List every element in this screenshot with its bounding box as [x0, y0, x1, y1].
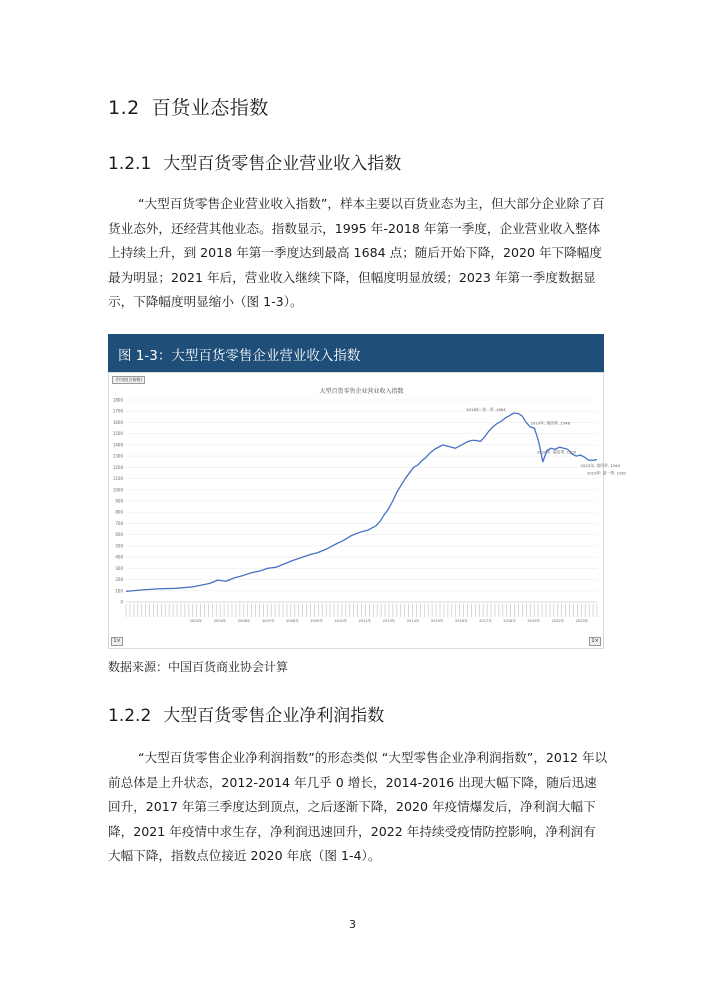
paragraph-2 — [108, 746, 608, 869]
paragraph-1-text: “大型百货零售企业营业收入指数”，样本主要以百货业态为主，但大部分企业除了百货业态外，还经营其他业态。指数显示，1995 年-2018 年第一季度，企业营业收入整体上持续上升，到 2018 年第一季度达到最高 1684 点；随后开始下降，2020 年下降幅度最为明显；2021 年后，营业收入继续下降，但幅度明显放缓；2023 年第一季度数据显示，下降幅度明显缩小（图 1-3）。 — [108, 196, 605, 309]
figure-caption: 图 1-3：大型百货零售企业营业收入指数 — [118, 348, 361, 364]
chart-title: 大型百货零售企业营业收入指数 — [319, 388, 404, 395]
x-tick-label: 2023年 — [575, 619, 589, 623]
y-tick-label: 600 — [115, 532, 123, 538]
y-tick-label: 1100 — [112, 476, 123, 482]
x-tick-label: 2008年 — [286, 619, 299, 623]
paragraph-1 — [108, 192, 608, 315]
x-tick-label: 2010年 — [334, 619, 348, 623]
y-tick-label: 1700 — [112, 408, 123, 414]
data-annotation: 2022年: 第四季, 1264 — [580, 463, 620, 469]
chart-unit-tag: 月均值(点指数) — [112, 376, 145, 384]
x-tick-label: 2004年 — [213, 619, 227, 623]
y-tick-label: 700 — [115, 520, 123, 526]
page-number: 3 — [349, 918, 356, 931]
y-tick-label: 1800 — [112, 397, 123, 403]
x-tick-label: 2011年 — [358, 619, 372, 623]
paragraph-2-text: “大型百货零售企业净利润指数”的形态类似 “大型零售企业净利润指数”，2012 年以前总体是上升状态，2012-2014 年几乎 0 增长，2014-2016 出现大幅下降，随后迅速回升，2017 年第三季度达到顶点，之后逐渐下降，2020 年疫情爆发后，净利润大幅下降，2021 年疫情中求生存，净利润迅速回升，2022 年持续受疫情防控影响，净利润有大幅下降，指数点位接近 2020 年底（图 1-4）。 — [108, 750, 608, 863]
data-annotation: 2019年: 第四季, 1548 — [530, 420, 570, 426]
subsection-title-1: 大型百货零售企业营业收入指数 — [163, 154, 402, 174]
subsection-title-2: 大型百货零售企业净利润指数 — [163, 706, 385, 726]
revenue-index-chart — [108, 372, 627, 649]
x-tick-label: 2015年 — [430, 619, 444, 623]
x-tick-label: 2007年 — [262, 619, 275, 623]
data-annotation: 2023年: 第一季, 1262 — [586, 470, 627, 476]
subsection-heading-1 — [108, 149, 401, 174]
data-annotation: 2018年: 第一季, 1684 — [466, 407, 506, 413]
x-tick-label: 2016年 — [455, 619, 468, 623]
subsection-number-2: 1.2.2 — [108, 706, 152, 726]
y-tick-label: 800 — [115, 509, 123, 515]
data-annotation: 2020年: 第四季, 1350 — [536, 449, 577, 455]
y-tick-label: 300 — [115, 565, 123, 571]
x-tick-label: 2006年 — [237, 619, 251, 623]
y-tick-label: 1600 — [112, 419, 123, 425]
y-tick-label: 1200 — [112, 464, 123, 470]
y-tick-label: 100 — [115, 588, 123, 594]
y-tick-label: 400 — [115, 554, 123, 560]
figure-caption-banner — [108, 334, 604, 372]
section-heading — [108, 93, 269, 120]
y-tick-label: 1400 — [112, 442, 123, 448]
x-tick-label: 2017年 — [479, 619, 492, 623]
subsection-heading-2 — [108, 701, 384, 726]
section-number: 1.2 — [108, 97, 140, 119]
range-slider-left[interactable]: 1× — [111, 637, 123, 646]
x-tick-label: 2013年 — [382, 619, 396, 623]
y-tick-label: 1300 — [112, 453, 123, 459]
y-tick-label: 1500 — [112, 431, 123, 437]
section-title: 百货业态指数 — [151, 97, 269, 119]
y-tick-label: 1000 — [112, 487, 123, 493]
range-slider-right[interactable]: 1× — [589, 637, 601, 646]
x-tick-label: 2018年 — [503, 619, 516, 623]
y-tick-label: 200 — [115, 577, 123, 583]
chart-svg — [109, 373, 627, 650]
x-tick-label: 2009年 — [310, 619, 323, 623]
y-tick-label: 900 — [115, 498, 123, 504]
x-tick-label: 2022年 — [551, 619, 565, 623]
x-tick-label: 2014年 — [406, 619, 420, 623]
y-tick-label: 500 — [115, 543, 123, 549]
y-tick-label: 0 — [120, 599, 123, 605]
series-line — [126, 413, 597, 591]
x-tick-label: 2002年 — [189, 619, 203, 623]
subsection-number-1: 1.2.1 — [108, 154, 152, 174]
data-source: 数据来源：中国百货商业协会计算 — [108, 660, 289, 674]
x-tick-label: 2019年 — [527, 619, 541, 623]
